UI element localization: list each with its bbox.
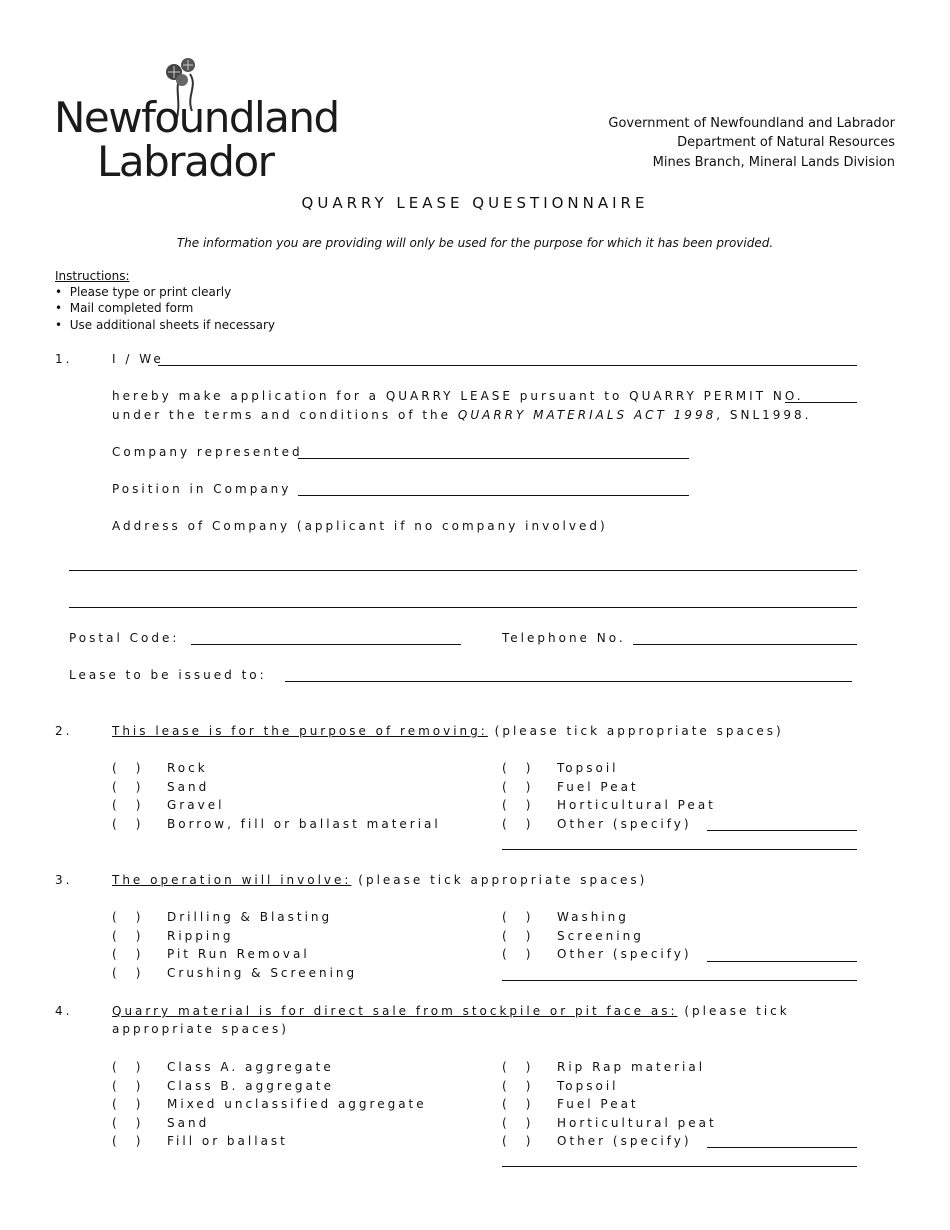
q3-other-field-line2[interactable] xyxy=(502,980,857,981)
position-field[interactable] xyxy=(298,495,689,496)
checkbox-close: ) xyxy=(525,929,534,943)
q4-option-label: Topsoil xyxy=(557,1079,619,1093)
checkbox-open: ( xyxy=(112,910,120,924)
q2-option-label: Horticultural Peat xyxy=(557,798,716,812)
header-branch: Mines Branch, Mineral Lands Division xyxy=(652,155,895,170)
q3-checkbox[interactable] xyxy=(112,966,143,980)
checkbox-close: ) xyxy=(525,761,534,775)
checkbox-open: ( xyxy=(112,947,120,961)
q2-heading: This lease is for the purpose of removing: (please tick appropriate spaces) xyxy=(112,724,784,738)
checkbox-open: ( xyxy=(112,1060,120,1074)
act-name: QUARRY MATERIALS ACT 1998 xyxy=(457,408,717,422)
instruction-item: • Use additional sheets if necessary xyxy=(55,318,275,332)
privacy-notice: The information you are providing will only be used for the purpose for which it has been provided. xyxy=(176,236,774,250)
q4-checkbox[interactable] xyxy=(502,1097,533,1111)
q4-option-label: Class B. aggregate xyxy=(167,1079,334,1093)
q3-number: 3. xyxy=(55,873,73,887)
checkbox-open: ( xyxy=(112,1079,120,1093)
q3-option-label: Pit Run Removal xyxy=(167,947,310,961)
checkbox-close: ) xyxy=(525,817,534,831)
checkbox-close: ) xyxy=(525,1134,534,1148)
checkbox-close: ) xyxy=(525,1097,534,1111)
checkbox-open: ( xyxy=(502,929,510,943)
q1-iwe-label: I / We xyxy=(112,352,164,366)
q4-other-field[interactable] xyxy=(707,1147,857,1148)
q4-checkbox[interactable] xyxy=(502,1116,533,1130)
q2-option-label: Topsoil xyxy=(557,761,619,775)
q4-option-label: Horticultural peat xyxy=(557,1116,717,1130)
q3-checkbox[interactable] xyxy=(502,910,533,924)
checkbox-open: ( xyxy=(112,1134,120,1148)
q2-option-label: Borrow, fill or ballast material xyxy=(167,817,441,831)
checkbox-open: ( xyxy=(112,817,120,831)
checkbox-open: ( xyxy=(502,910,510,924)
checkbox-close: ) xyxy=(135,910,144,924)
position-label: Position in Company xyxy=(112,482,292,496)
logo-line2: Labrador xyxy=(97,137,274,186)
q2-other-field[interactable] xyxy=(707,830,857,831)
q2-option-label: Sand xyxy=(167,780,210,794)
q3-option-label: Screening xyxy=(557,929,644,943)
q4-other-field-line2[interactable] xyxy=(502,1166,857,1167)
q4-checkbox[interactable] xyxy=(502,1079,533,1093)
checkbox-close: ) xyxy=(525,1060,534,1074)
checkbox-open: ( xyxy=(502,761,510,775)
q3-option-label: Other (specify) xyxy=(557,947,692,961)
q1-number: 1. xyxy=(55,352,73,366)
q2-other-field-line2[interactable] xyxy=(502,849,857,850)
checkbox-open: ( xyxy=(112,929,120,943)
checkbox-close: ) xyxy=(135,947,144,961)
company-represented-label: Company represented xyxy=(112,445,303,459)
q2-option-label: Gravel xyxy=(167,798,225,812)
instruction-item: • Please type or print clearly xyxy=(55,285,232,299)
q3-option-label: Drilling & Blasting xyxy=(167,910,333,924)
q4-checkbox[interactable] xyxy=(502,1060,533,1074)
q4-checkbox[interactable] xyxy=(112,1116,143,1130)
address-label: Address of Company (applicant if no company involved) xyxy=(112,519,608,533)
checkbox-close: ) xyxy=(525,910,534,924)
checkbox-open: ( xyxy=(502,817,510,831)
q2-option-label: Other (specify) xyxy=(557,817,692,831)
q2-checkbox[interactable] xyxy=(502,817,533,831)
checkbox-close: ) xyxy=(135,1134,144,1148)
q3-checkbox[interactable] xyxy=(112,910,143,924)
address-field-line2[interactable] xyxy=(69,607,857,608)
checkbox-open: ( xyxy=(502,947,510,961)
q2-checkbox[interactable] xyxy=(112,761,143,775)
q4-checkbox[interactable] xyxy=(502,1134,533,1148)
checkbox-open: ( xyxy=(502,1079,510,1093)
postal-code-field[interactable] xyxy=(191,644,461,645)
checkbox-close: ) xyxy=(135,761,144,775)
postal-code-label: Postal Code: xyxy=(69,631,180,645)
address-field-line1[interactable] xyxy=(69,570,857,571)
checkbox-open: ( xyxy=(502,1134,510,1148)
checkbox-open: ( xyxy=(112,761,120,775)
q2-checkbox[interactable] xyxy=(502,780,533,794)
q4-number: 4. xyxy=(55,1004,73,1018)
header-gov: Government of Newfoundland and Labrador xyxy=(608,116,895,131)
q4-checkbox[interactable] xyxy=(112,1079,143,1093)
checkbox-close: ) xyxy=(135,1060,144,1074)
q4-option-label: Rip Rap material xyxy=(557,1060,706,1074)
checkbox-close: ) xyxy=(525,780,534,794)
checkbox-open: ( xyxy=(112,1116,120,1130)
q3-checkbox[interactable] xyxy=(112,929,143,943)
q3-other-field[interactable] xyxy=(707,961,857,962)
q2-checkbox[interactable] xyxy=(112,798,143,812)
lease-to-label: Lease to be issued to: xyxy=(69,668,267,682)
checkbox-close: ) xyxy=(525,1079,534,1093)
checkbox-open: ( xyxy=(502,798,510,812)
q2-checkbox[interactable] xyxy=(502,798,533,812)
q4-option-label: Class A. aggregate xyxy=(167,1060,334,1074)
q2-checkbox[interactable] xyxy=(502,761,533,775)
q4-checkbox[interactable] xyxy=(112,1097,143,1111)
q3-option-label: Washing xyxy=(557,910,629,924)
q2-checkbox[interactable] xyxy=(112,817,143,831)
checkbox-open: ( xyxy=(112,966,120,980)
instruction-item: • Mail completed form xyxy=(55,301,194,315)
q3-checkbox[interactable] xyxy=(502,947,533,961)
instructions-heading: Instructions: xyxy=(55,269,130,283)
company-represented-field[interactable] xyxy=(298,458,689,459)
checkbox-open: ( xyxy=(112,780,120,794)
lease-to-field[interactable] xyxy=(285,681,852,682)
q3-checkbox[interactable] xyxy=(502,929,533,943)
q4-checkbox[interactable] xyxy=(112,1060,143,1074)
q4-heading: Quarry material is for direct sale from stockpile or pit face as: (please tick xyxy=(112,1004,790,1018)
checkbox-open: ( xyxy=(502,1097,510,1111)
checkbox-close: ) xyxy=(525,947,534,961)
q2-number: 2. xyxy=(55,724,73,738)
q2-checkbox[interactable] xyxy=(112,780,143,794)
q4-option-label: Fuel Peat xyxy=(557,1097,639,1111)
q2-option-label: Rock xyxy=(167,761,208,775)
checkbox-close: ) xyxy=(135,929,144,943)
checkbox-close: ) xyxy=(135,817,144,831)
checkbox-close: ) xyxy=(135,966,144,980)
q3-option-label: Ripping xyxy=(167,929,234,943)
checkbox-close: ) xyxy=(525,798,534,812)
header-dept: Department of Natural Resources xyxy=(677,135,895,150)
checkbox-close: ) xyxy=(525,1116,534,1130)
checkbox-close: ) xyxy=(135,1116,144,1130)
checkbox-open: ( xyxy=(502,780,510,794)
q4-checkbox[interactable] xyxy=(112,1134,143,1148)
q4-option-label: Other (specify) xyxy=(557,1134,692,1148)
checkbox-close: ) xyxy=(135,1097,144,1111)
applicant-name-field[interactable] xyxy=(158,365,857,366)
checkbox-open: ( xyxy=(112,1097,120,1111)
q4-option-label: Mixed unclassified aggregate xyxy=(167,1097,427,1111)
checkbox-open: ( xyxy=(502,1116,510,1130)
checkbox-open: ( xyxy=(112,798,120,812)
checkbox-open: ( xyxy=(502,1060,510,1074)
q1-terms-text: under the terms and conditions of the QUARRY MATERIALS ACT 1998, SNL1998. xyxy=(112,408,812,422)
telephone-label: Telephone No. xyxy=(502,631,626,645)
telephone-field[interactable] xyxy=(633,644,857,645)
q3-checkbox[interactable] xyxy=(112,947,143,961)
q4-option-label: Fill or ballast xyxy=(167,1134,288,1148)
q2-option-label: Fuel Peat xyxy=(557,780,639,794)
checkbox-close: ) xyxy=(135,780,144,794)
q4-option-label: Sand xyxy=(167,1116,210,1130)
q3-option-label: Crushing & Screening xyxy=(167,966,358,980)
q4-heading-cont: appropriate spaces) xyxy=(112,1022,289,1036)
page-title: QUARRY LEASE QUESTIONNAIRE xyxy=(301,194,649,212)
logo-line1: Newfoundland xyxy=(54,93,339,142)
q1-application-text: hereby make application for a QUARRY LEASE pursuant to QUARRY PERMIT NO. xyxy=(112,389,804,403)
quarry-permit-no-field[interactable] xyxy=(785,402,857,403)
q3-heading: The operation will involve: (please tick appropriate spaces) xyxy=(112,873,648,887)
checkbox-close: ) xyxy=(135,798,144,812)
checkbox-close: ) xyxy=(135,1079,144,1093)
